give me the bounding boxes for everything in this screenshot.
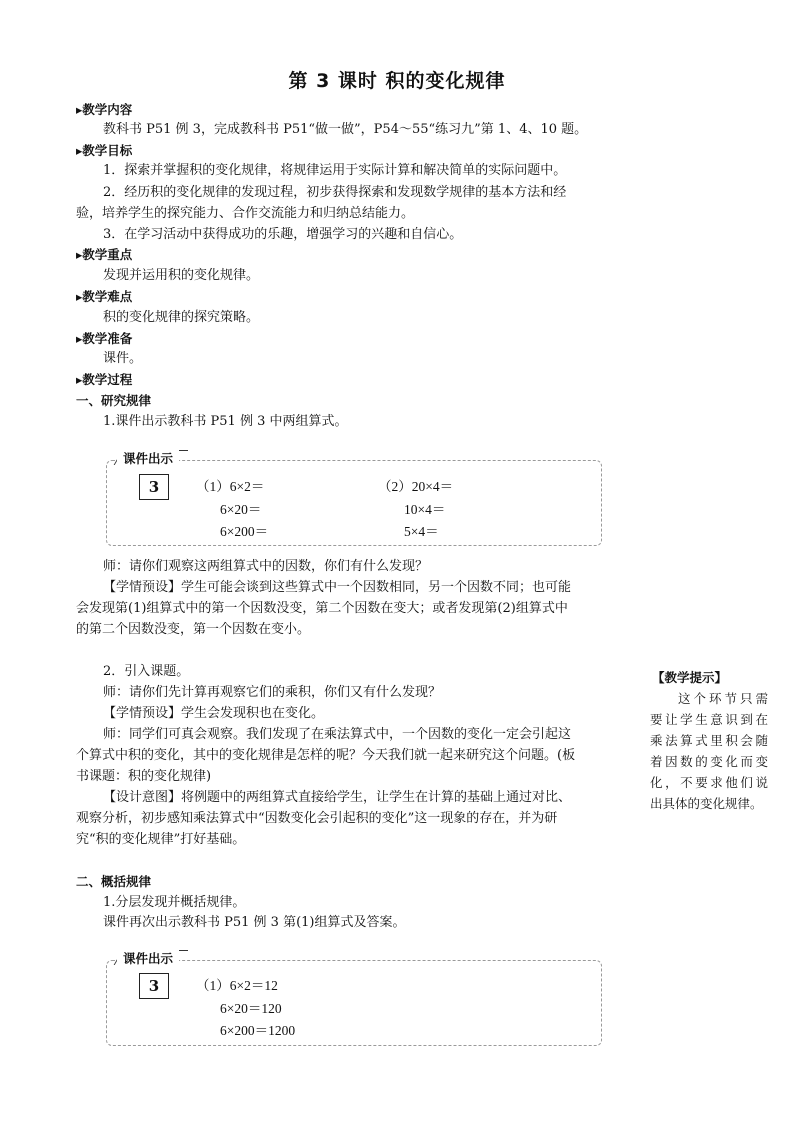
heading-goals: ▸教学目标 [76, 143, 133, 158]
teaching-tip-title: 【教学提示】 [652, 670, 728, 685]
courseware-box-1 [106, 460, 602, 546]
courseware-box-2 [106, 960, 602, 1046]
hard-text: 积的变化规律的探究策略。 [103, 310, 260, 325]
eq-3-2: 6×20＝120 [220, 1001, 282, 1016]
heading-process: ▸教学过程 [76, 372, 133, 387]
content-text: 教科书 P51 例 3，完成教科书 P51“做一做”，P54～55“练习九”第 1、4、10 题。 [103, 122, 588, 137]
teacher-talk-c: 书课题：积的变化规律) [76, 769, 212, 784]
courseware-tag-1: 课件出示 [117, 448, 179, 470]
eq-2-1: （2）20×4＝ [378, 479, 454, 494]
teacher-talk-b: 个算式中积的变化，其中的变化规律是怎样的呢？今天我们就一起来研究这个问题。(板 [76, 748, 576, 763]
heading-key: ▸教学重点 [76, 247, 133, 262]
tip-line-2: 要让学生意识到在 [650, 712, 768, 727]
teacher-talk-a: 师：同学们可真会观察。我们发现了在乘法算式中，一个因数的变化一定会引起这 [103, 727, 572, 742]
key-text: 发现并运用积的变化规律。 [103, 268, 260, 283]
goal-line-3: 3．在学习活动中获得成功的乐趣，增强学习的兴趣和自信心。 [103, 227, 463, 242]
part1-step1: 1.课件出示教科书 P51 例 3 中两组算式。 [103, 414, 348, 429]
part2-step1: 1.分层发现并概括规律。 [103, 895, 246, 910]
teacher-question-1: 师：请你们观察这两组算式中的因数，你们有什么发现？ [103, 559, 429, 574]
eq-1-2: 6×20＝ [220, 502, 262, 517]
tip-line-5: 化，不要求他们说 [650, 775, 768, 790]
goal-line-1: 1．探索并掌握积的变化规律，将规律运用于实际计算和解决简单的实际问题中。 [103, 163, 567, 178]
goal-line-2b: 验，培养学生的探究能力、合作交流能力和归纳总结能力。 [76, 206, 415, 221]
part2-step2: 课件再次出示教科书 P51 例 3 第(1)组算式及答案。 [103, 915, 406, 930]
tip-line-3: 乘法算式里积会随 [650, 733, 768, 748]
preset-1c: 的第二个因数没变，第一个因数在变小。 [76, 622, 311, 637]
preset-1a: 【学情预设】学生可能会谈到这些算式中一个因数相同，另一个因数不同；也可能 [103, 580, 572, 595]
heading-content: ▸教学内容 [76, 102, 133, 117]
part1-step2: 2．引入课题。 [103, 664, 190, 679]
example-number-1: 3 [139, 474, 169, 500]
part1-heading: 一、研究规律 [76, 393, 152, 408]
eq-3-3: 6×200＝1200 [220, 1023, 296, 1038]
tip-line-6: 出具体的变化规律。 [650, 796, 763, 811]
eq-1-3: 6×200＝ [220, 524, 269, 539]
design-intent-a: 【设计意图】将例题中的两组算式直接给学生，让学生在计算的基础上通过对比、 [103, 790, 572, 805]
tip-line-1: 这个环节只需 [678, 691, 768, 706]
heading-prep: ▸教学准备 [76, 331, 133, 346]
design-intent-c: 究“积的变化规律”打好基础。 [76, 832, 246, 847]
teacher-question-2: 师：请你们先计算再观察它们的乘积，你们又有什么发现？ [103, 685, 442, 700]
preset-2: 【学情预设】学生会发现积也在变化。 [103, 706, 325, 721]
eq-1-1: （1）6×2＝ [196, 479, 265, 494]
heading-hard: ▸教学难点 [76, 289, 133, 304]
preset-1b: 会发现第(1)组算式中的第一个因数没变，第二个因数在变大；或者发现第(2)组算式中 [76, 601, 568, 616]
design-intent-b: 观察分析，初步感知乘法算式中“因数变化会引起积的变化”这一现象的存在，并为研 [76, 811, 558, 826]
page-title: 第 3 课时 积的变化规律 [288, 70, 506, 92]
eq-2-3: 5×4＝ [404, 524, 439, 539]
example-number-2: 3 [139, 973, 169, 999]
courseware-tag-2: 课件出示 [117, 948, 179, 970]
tip-line-4: 着因数的变化而变 [650, 754, 768, 769]
goal-line-2a: 2．经历积的变化规律的发现过程，初步获得探索和发现数学规律的基本方法和经 [103, 185, 567, 200]
part2-heading: 二、概括规律 [76, 874, 152, 889]
prep-text: 课件。 [103, 351, 143, 366]
eq-2-2: 10×4＝ [404, 502, 446, 517]
eq-3-1: （1）6×2＝12 [196, 978, 278, 993]
